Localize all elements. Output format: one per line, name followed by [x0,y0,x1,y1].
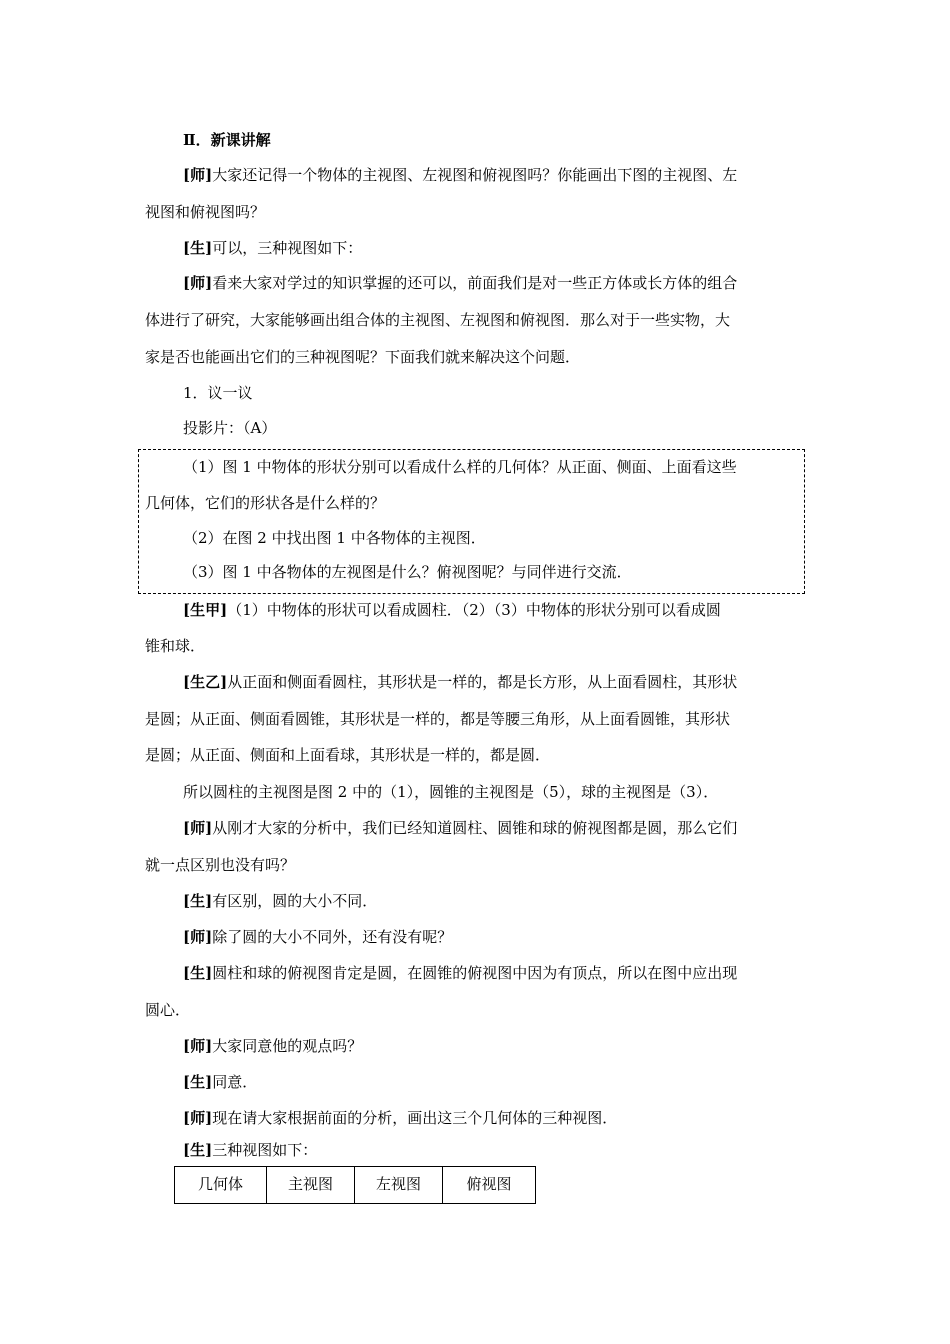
box-item: 几何体，它们的形状各是什么样的？ [145,494,386,512]
speaker-label: [生] [183,964,213,982]
dialogue-line: [生]同意． [183,1073,258,1091]
table-row [175,1167,536,1204]
subheading: 1．议一议 [183,384,253,402]
dialogue-line: 是圆；从正面、侧面和上面看球，其形状是一样的，都是圆． [145,746,551,764]
speaker-label: [师] [183,166,213,184]
table-header-cell: 几何体 [175,1167,267,1204]
table-header-cell: 俯视图 [443,1167,536,1204]
speaker-label: [师] [183,928,213,946]
speaker-label: [生] [183,892,213,910]
dialogue-line: [师]大家同意他的观点吗？ [183,1037,363,1055]
dialogue-line: 圆心． [145,1001,191,1019]
speaker-label: [生甲] [183,601,228,619]
dialogue-line: 所以圆柱的主视图是图 2 中的（1），圆锥的主视图是（5），球的主视图是（3）． [183,783,719,801]
box-item: （2）在图 2 中找出图 1 中各物体的主视图． [183,529,486,547]
box-item: （3）图 1 中各物体的左视图是什么？俯视图呢？与同伴进行交流． [183,563,632,581]
table-header-cell: 主视图 [267,1167,355,1204]
projection-label: 投影片：（A） [183,419,277,437]
paragraph-line: 体进行了研究，大家能够画出组合体的主视图、左视图和俯视图．那么对于一些实物，大 [145,311,731,329]
dialogue-line: [生]三种视图如下： [183,1141,318,1159]
speaker-label: [师] [183,819,213,837]
speaker-label: [生] [183,1073,213,1091]
speaker-label: [师] [183,1037,213,1055]
box-item: （1）图 1 中物体的形状分别可以看成什么样的几何体？从正面、侧面、上面看这些 [183,458,737,476]
table-header-cell: 左视图 [355,1167,443,1204]
speaker-label: [师] [183,274,213,292]
dialogue-line: 就一点区别也没有吗？ [145,856,296,874]
paragraph-line: 家是否也能画出它们的三种视图呢？下面我们就来解决这个问题． [145,348,581,366]
section-heading: Ⅱ．新课讲解 [183,131,271,149]
dialogue-line: [师]从刚才大家的分析中，我们已经知道圆柱、圆锥和球的俯视图都是圆，那么它们 [183,819,738,837]
speaker-label: [生] [183,1141,213,1159]
speaker-label: [师] [183,1109,213,1127]
views-table [174,1166,536,1204]
dialogue-line: [师]除了圆的大小不同外，还有没有呢？ [183,928,453,946]
paragraph-line: 视图和俯视图吗？ [145,203,266,221]
dialogue-line: [生甲]（1）中物体的形状可以看成圆柱．（2）（3）中物体的形状分别可以看成圆 [183,601,721,619]
speaker-label: [生乙] [183,673,228,691]
paragraph-line: [师]看来大家对学过的知识掌握的还可以，前面我们是对一些正方体或长方体的组合 [183,274,738,292]
dialogue-line: [生乙]从正面和侧面看圆柱，其形状是一样的，都是长方形，从上面看圆柱，其形状 [183,673,738,691]
paragraph-line: [生]可以，三种视图如下： [183,239,363,257]
dialogue-line: [师]现在请大家根据前面的分析，画出这三个几何体的三种视图． [183,1109,618,1127]
speaker-label: [生] [183,239,213,257]
dialogue-line: 锥和球． [145,637,206,655]
paragraph-line: [师]大家还记得一个物体的主视图、左视图和俯视图吗？你能画出下图的主视图、左 [183,166,738,184]
dialogue-line: [生]圆柱和球的俯视图肯定是圆，在圆锥的俯视图中因为有顶点，所以在图中应出现 [183,964,738,982]
dialogue-line: [生]有区别，圆的大小不同． [183,892,378,910]
dialogue-line: 是圆；从正面、侧面看圆锥，其形状是一样的，都是等腰三角形，从上面看圆锥，其形状 [145,710,731,728]
